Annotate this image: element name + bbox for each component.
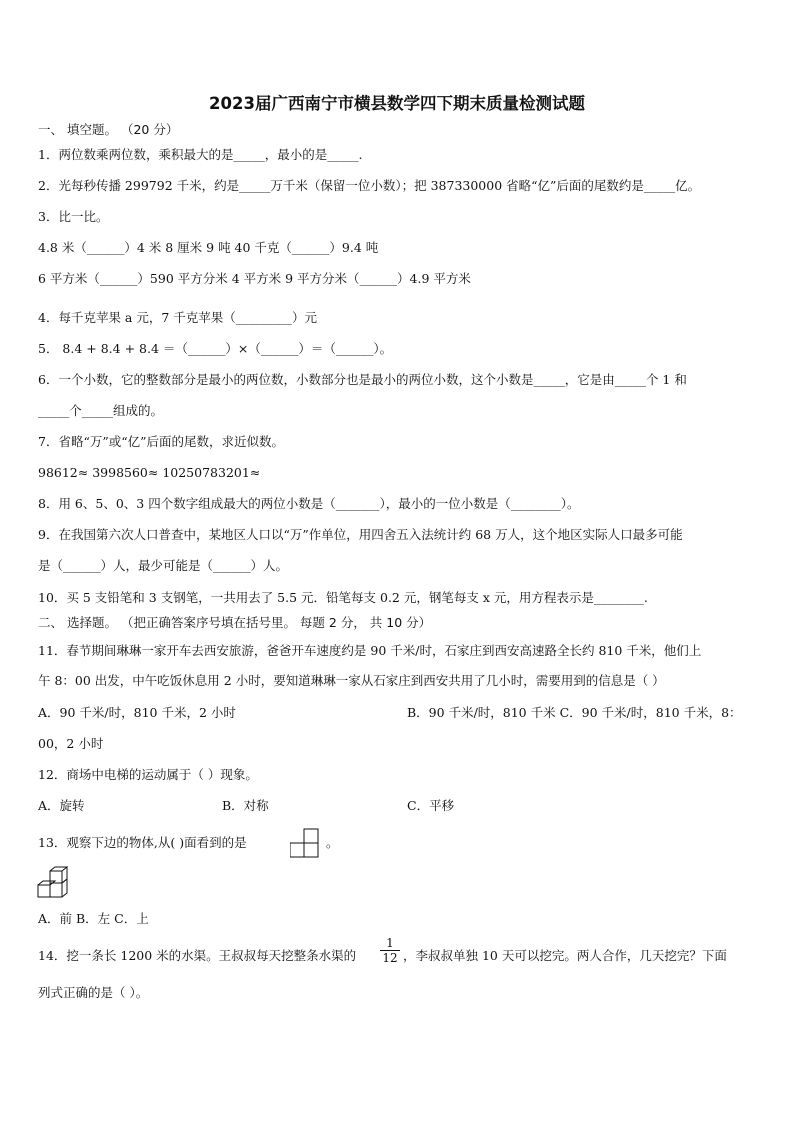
fraction-one-twelfth [380,936,400,965]
question-11-option-c-cont: 00，2 小时 [38,736,104,751]
question-6-line-1: 6．一个小数，它的整数部分是最小的两位数，小数部分也是最小的两位小数，这个小数是_____，它是由_____个 1 和 [38,372,687,387]
question-12-option-b: B．对称 [222,798,269,813]
question-6-line-2: _____个_____组成的。 [38,403,164,418]
question-14-part-2: ，李叔叔单独 10 天可以挖完。两人合作，几天挖完？下面 [403,948,727,963]
question-13: 13．观察下边的物体,从( )面看到的是 [38,835,247,850]
question-14-line-2: 列式正确的是（ ）。 [38,985,149,1000]
question-11-line-2: 午 8：00 出发，中午吃饭休息用 2 小时，要知道琳琳一家从石家庄到西安共用了几小时，需要用到的信息是（ ） [38,673,665,688]
question-12-option-a: A．旋转 [38,798,85,813]
question-3-row-2: 6 平方米（______）590 平方分米 4 平方米 9 平方分米（______）4.9 平方米 [38,271,471,286]
question-3: 3．比一比。 [38,209,109,224]
question-4: 4．每千克苹果 a 元，7 千克苹果（_________）元 [38,310,318,325]
question-11-option-a: A．90 千米/时，810 千米，2 小时 [38,705,236,720]
question-2: 2．光每秒传播 299792 千米，约是_____万千米（保留一位小数）；把 387330000 省略“亿”后面的尾数约是_____亿。 [38,178,701,193]
question-14-part-1: 14．挖一条长 1200 米的水渠。王叔叔每天挖整条水渠的 [38,948,357,963]
question-10: 10．买 5 支铅笔和 3 支钢笔，一共用去了 5.5 元．铅笔每支 0.2 元，钢笔每支 x 元，用方程表示是________. [38,590,648,605]
fraction-numerator: 1 [380,936,400,951]
question-13-options: A．前 B．左 C．上 [38,911,149,926]
question-1: 1．两位数乘两位数，乘积最大的是_____，最小的是_____. [38,147,363,162]
question-13-end: 。 [326,835,339,850]
section-heading-fill-blank: 一、 填空题。 （20 分） [38,122,179,137]
page-title: 2023届广西南宁市横县数学四下期末质量检测试题 [209,94,585,113]
question-11-line-1: 11．春节期间琳琳一家开车去西安旅游，爸爸开车速度约是 90 千米/时，石家庄到西安高速路全长约 810 千米，他们上 [38,643,702,658]
question-3-row-1: 4.8 米（______）4 米 8 厘米 9 吨 40 千克（______）9.4 吨 [38,240,379,255]
question-5: 5． 8.4 + 8.4 + 8.4 ＝（______）×（______）＝（______）。 [38,341,393,356]
question-11-options-b-c: B．90 千米/时，810 千米 C．90 千米/时，810 千米，8： [407,705,742,720]
cube-stack-figure [36,866,72,900]
question-12-option-c: C．平移 [407,798,455,813]
section-heading-multiple-choice: 二、 选择题。 （把正确答案序号填在括号里。 每题 2 分， 共 10 分） [38,615,432,630]
question-7-items: 98612≈ 3998560≈ 10250783201≈ [38,465,261,480]
question-9-line-2: 是（______）人，最少可能是（______）人。 [38,558,289,573]
question-9-line-1: 9．在我国第六次人口普查中，某地区人口以“万”作单位，用四舍五入法统计约 68 万人，这个地区实际人口最多可能 [38,527,683,542]
view-grid-figure [290,828,326,860]
fraction-denominator: 12 [382,951,398,965]
question-8: 8．用 6、5、0、3 四个数字组成最大的两位小数是（_______），最小的一位小数是（________）。 [38,496,580,511]
question-7: 7．省略“万”或“亿”后面的尾数，求近似数。 [38,434,285,449]
question-12: 12．商场中电梯的运动属于（ ）现象。 [38,767,258,782]
